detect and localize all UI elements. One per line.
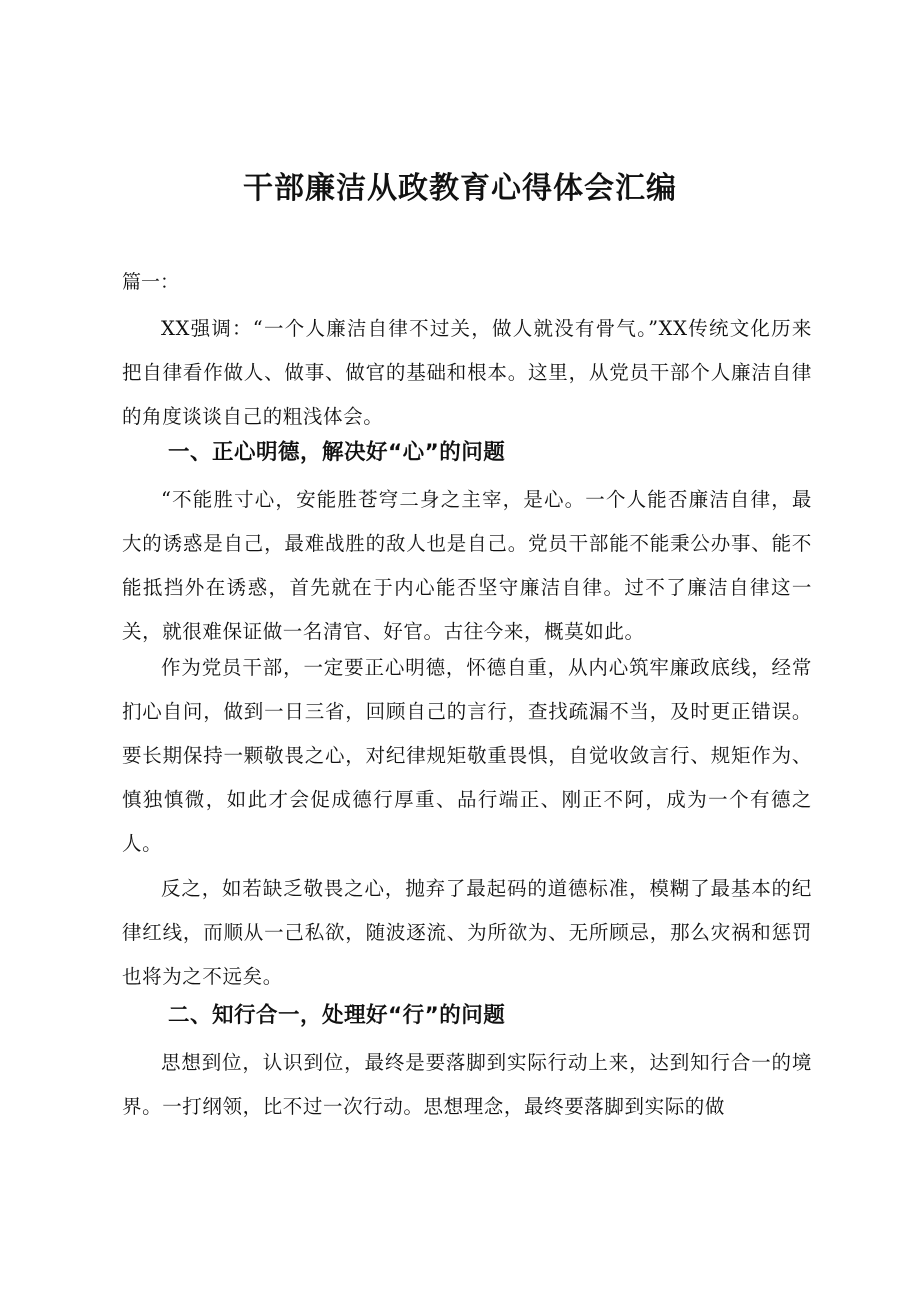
paragraph-heart: “不能胜寸心，安能胜苍穹二身之主宰，是心。一个人能否廉洁自律，最大的诱惑是自己，最难战胜的敌人也是自己。党员干部能不能秉公办事、能不能抵挡外在诱惑，首先就在于内心能否坚守廉洁自律。过不了廉洁自律这一关，就很难保证做一名清官、好官。古往今来，概莫如此。 [122, 488, 812, 643]
paragraph-action: 思想到位，认识到位，最终是要落脚到实际行动上来，达到知行合一的境界。一打纲领，比不过一次行动。思想理念，最终要落脚到实际的做 [122, 1051, 812, 1118]
paragraph-warning: 反之，如若缺乏敬畏之心，抛弃了最起码的道德标准，模糊了最基本的纪律红线，而顺从一己私欲，随波逐流、为所欲为、无所顾忌，那么灾祸和惩罚也将为之不远矣。 [122, 877, 812, 988]
section-label: 篇一： [122, 271, 180, 293]
paragraph-virtue: 作为党员干部，一定要正心明德，怀德自重，从内心筑牢廉政底线，经常扪心自问，做到一日三省，回顾自己的言行，查找疏漏不当，及时更正错误。要长期保持一颗敬畏之心，对纪律规矩敬重畏惧，自觉收敛言行、规矩作为、慎独慎微，如此才会促成德行厚重、品行端正、刚正不阿，成为一个有德之人。 [122, 656, 812, 855]
document-title: 干部廉洁从政教育心得体会汇编 [243, 171, 677, 206]
heading-section-one: 一、正心明德，解决好“心”的问题 [168, 440, 506, 465]
paragraph-intro: XX强调：“一个人廉洁自律不过关，做人就没有骨气。”XX传统文化历来把自律看作做人、做事、做官的基础和根本。这里，从党员干部个人廉洁自律的角度谈谈自己的粗浅体会。 [122, 317, 812, 428]
heading-section-two: 二、知行合一，处理好“行”的问题 [168, 1003, 506, 1028]
